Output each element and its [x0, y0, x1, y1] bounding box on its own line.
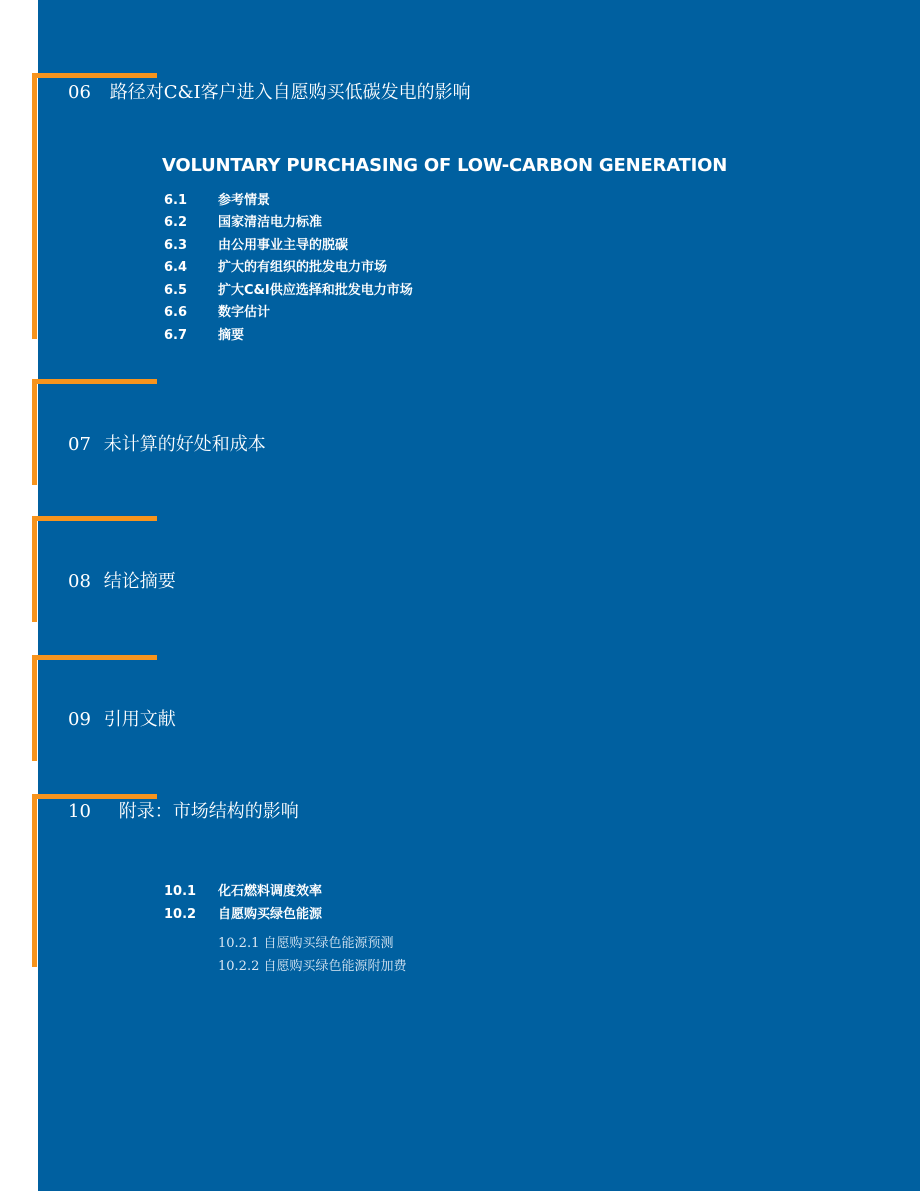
toc-label: 参考情景 — [218, 193, 271, 208]
page-background — [38, 0, 920, 1191]
section-label: 引用文献 — [103, 709, 176, 730]
section-number: 08 — [68, 571, 91, 592]
section-label: 路径对C&I客户进入自愿购买低碳发电的影响 — [109, 82, 471, 103]
toc-label: 化石燃料调度效率 — [218, 884, 323, 899]
section-07-title[interactable] — [68, 430, 266, 456]
section-08-title[interactable] — [68, 567, 176, 593]
section-number: 09 — [68, 709, 91, 730]
section-number: 07 — [68, 434, 91, 455]
toc-number: 6.3 — [164, 238, 188, 253]
toc-number: 6.2 — [164, 215, 188, 230]
toc-label: 数字估计 — [218, 305, 271, 320]
toc-label: 扩大的有组织的批发电力市场 — [218, 260, 388, 275]
toc-number: 10.1 — [164, 884, 197, 899]
section-number: 06 — [68, 82, 91, 103]
section-label: 未计算的好处和成本 — [103, 434, 266, 455]
section-label: 附录：市场结构的影响 — [118, 801, 299, 822]
section-bracket-06 — [32, 73, 157, 339]
toc-item-6-6[interactable] — [164, 301, 270, 320]
toc-number: 6.1 — [164, 193, 188, 208]
toc-item-6-2[interactable] — [164, 211, 322, 230]
toc-item-10-1[interactable] — [164, 880, 322, 899]
toc-number: 6.7 — [164, 328, 188, 343]
section-10-title[interactable] — [68, 797, 299, 823]
toc-label: 自愿购买绿色能源 — [218, 907, 323, 922]
toc-item-6-5[interactable] — [164, 279, 413, 298]
toc-number: 6.6 — [164, 305, 188, 320]
toc-item-6-1[interactable] — [164, 189, 270, 208]
section-09-title[interactable] — [68, 705, 176, 731]
toc-item-6-4[interactable] — [164, 256, 387, 275]
section-label: 结论摘要 — [103, 571, 176, 592]
toc-item-6-3[interactable] — [164, 234, 348, 253]
toc-subitem-10-2-1[interactable]: 10.2.1 自愿购买绿色能源预测 — [218, 936, 394, 951]
section-number: 10 — [68, 801, 91, 822]
toc-number: 10.2 — [164, 907, 197, 922]
toc-label: 扩大C&I供应选择和批发电力市场 — [218, 283, 413, 298]
toc-subitem-10-2-2[interactable]: 10.2.2 自愿购买绿色能源附加费 — [218, 959, 407, 974]
toc-label: 由公用事业主导的脱碳 — [218, 238, 349, 253]
toc-number: 6.5 — [164, 283, 188, 298]
section-06-heading: VOLUNTARY PURCHASING OF LOW-CARBON GENERATION — [162, 155, 728, 176]
toc-item-6-7[interactable] — [164, 324, 244, 343]
toc-label: 国家清洁电力标准 — [218, 215, 323, 230]
toc-label: 摘要 — [218, 328, 245, 343]
toc-item-10-2[interactable] — [164, 903, 322, 922]
toc-number: 6.4 — [164, 260, 188, 275]
section-06-title[interactable] — [68, 78, 471, 104]
